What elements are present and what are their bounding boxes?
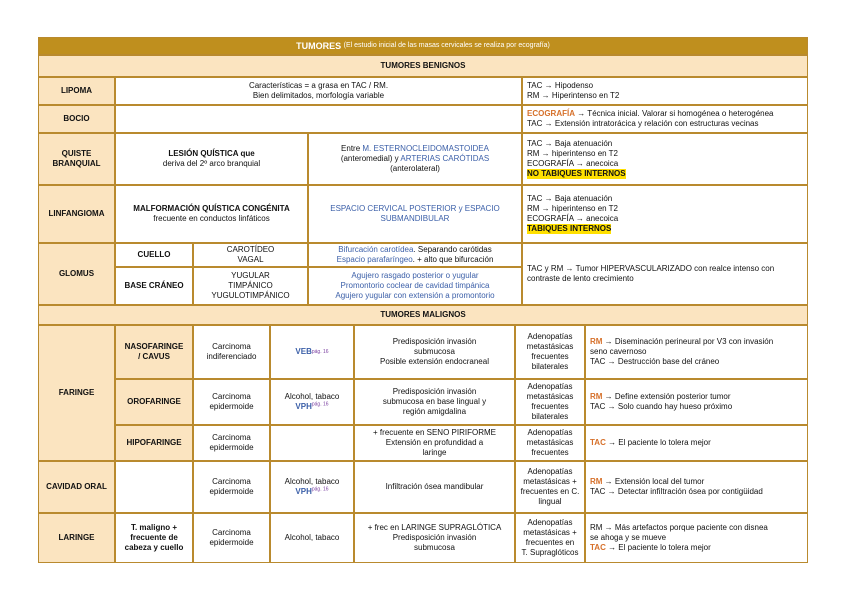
- nasofaringe-desc-1: Predisposición invasión: [392, 337, 477, 346]
- laringe-desc-1: + frec en LARINGE SUPRAGLÓTICA: [367, 523, 502, 532]
- quiste-desc-2: deriva del 2º arco branquial: [162, 159, 261, 168]
- nasofaringe-ad-4: bilaterales: [531, 362, 569, 371]
- hipofaringe-desc-1: + frecuente en SENO PIRIFORME: [373, 428, 496, 437]
- quiste-img-1: TAC → Baja atenuación: [527, 139, 613, 148]
- linfangioma-img-2: RM → hiperintenso en T2: [527, 204, 619, 213]
- oral-ad-2: metastásicas +: [523, 477, 577, 486]
- oral-risk-1: Alcohol, tabaco: [284, 477, 340, 486]
- orofaringe-ad-1: Adenopatías: [527, 382, 573, 391]
- orofaringe-desc-1: Predisposición invasión: [392, 387, 477, 396]
- hipofaringe-desc-3: laringe: [422, 448, 447, 457]
- hipofaringe-img-1: TAC → El paciente lo tolera mejor: [590, 438, 711, 447]
- laringe-img-1-cont: se ahoga y se mueve: [590, 533, 667, 542]
- bocio-img-1: ECOGRAFÍA → Técnica inicial. Valorar si homogénea o heterogénea: [527, 109, 774, 118]
- hipofaringe-desc-2: Extensión en profundidad a: [385, 438, 484, 447]
- glomus-loc-3: Agujero rasgado posterior o yugular: [351, 271, 479, 280]
- glomus-label: GLOMUS: [38, 243, 115, 305]
- linfangioma-img-3: ECOGRAFÍA → anecoica: [527, 214, 619, 223]
- malign-header: TUMORES MALIGNOS: [38, 305, 808, 325]
- orofaringe-desc-3: región amigdalina: [402, 407, 467, 416]
- laringe-ad-3: frecuentes en: [525, 538, 575, 547]
- nasofaringe-desc-2: submucosa: [414, 347, 455, 356]
- bocio-imaging: [522, 105, 808, 133]
- nasofaringe-ad-2: metastásicas: [526, 342, 574, 351]
- orofaringe-risk: [270, 379, 354, 425]
- orofaringe-risk-2-wrap: $VPH^{pág. 16}$: [295, 401, 329, 411]
- glomus-img-1: TAC y RM → Tumor HIPERVASCULARIZADO con realce intenso con: [527, 264, 775, 273]
- orofaringe-desc-2: submucosa en base lingual y: [382, 397, 487, 406]
- glomus-cuello: CUELLO: [115, 243, 193, 267]
- hipofaringe-ad-3: frecuentes: [531, 448, 569, 457]
- lipoma-label: LIPOMA: [38, 77, 115, 105]
- nasofaringe-adenopathy: [515, 325, 585, 379]
- nasofaringe-description: [354, 325, 515, 379]
- nasofaringe-ad-1: Adenopatías: [527, 332, 573, 341]
- lipoma-description: [115, 77, 522, 105]
- linfangioma-desc-2: frecuente en conductos linfáticos: [153, 214, 270, 223]
- linfangioma-loc-2: SUBMANDIBULAR: [380, 214, 450, 223]
- lipoma-img-1: TAC → Hipodenso: [527, 81, 594, 90]
- linfangioma-img-4: TABIQUES INTERNOS: [527, 224, 612, 233]
- hipofaringe-hist-1: Carcinoma: [212, 433, 251, 442]
- hipofaringe-histology: [193, 425, 270, 461]
- orofaringe-img-2: TAC → Solo cuando hay hueso próximo: [590, 402, 733, 411]
- title-main: TUMORES: [296, 41, 342, 51]
- oral-ad-4: lingual: [538, 497, 562, 506]
- nasofaringe-ad-3: frecuentes: [531, 352, 569, 361]
- bocio-img-2: TAC → Extensión intratorácica y relación con estructuras vecinas: [527, 119, 759, 128]
- oral-risk-2-wrap: $VPH^{pág. 16}$: [295, 486, 329, 496]
- laringe-adenopathy: [515, 513, 585, 563]
- hipofaringe-ad-2: metastásicas: [526, 438, 574, 447]
- oral-label: CAVIDAD ORAL: [38, 461, 115, 513]
- nasofaringe-img-1: RM → Diseminación perineural por V3 con invasión: [590, 337, 774, 346]
- laringe-ad-2: metastásicas +: [523, 528, 577, 537]
- laringe-desc-2: Predisposición invasión: [392, 533, 477, 542]
- glomus-cuello-types: [193, 243, 308, 267]
- quiste-desc-1: LESIÓN QUÍSTICA que: [168, 149, 255, 158]
- oral-risk: [270, 461, 354, 513]
- oral-imaging: [585, 461, 808, 513]
- nasofaringe-histology: [193, 325, 270, 379]
- glomus-base-location: [308, 267, 522, 305]
- benign-header: TUMORES BENIGNOS: [38, 55, 808, 77]
- glomus-loc-5: Agujero yugular con extensión a promontorio: [335, 291, 495, 300]
- hipofaringe-risk: [270, 425, 354, 461]
- quiste-label-1: QUISTE: [61, 149, 92, 158]
- laringe-desc-3: submucosa: [414, 543, 455, 552]
- quiste-loc-1: Entre M. ESTERNOCLEIDOMASTOIDEA: [341, 144, 489, 153]
- nasofaringe-img-2: TAC → Destrucción base del cráneo: [590, 357, 720, 366]
- hipofaringe-description: [354, 425, 515, 461]
- laringe-label: LARINGE: [38, 513, 115, 563]
- orofaringe-ad-3: frecuentes: [531, 402, 569, 411]
- quiste-img-4: NO TABIQUES INTERNOS: [527, 169, 626, 178]
- lipoma-desc-2: Bien delimitados, morfología variable: [252, 91, 385, 100]
- linfangioma-loc-1: ESPACIO CERVICAL POSTERIOR y ESPACIO: [330, 204, 500, 213]
- glomus-type-timpanico: TIMPÁNICO: [228, 281, 273, 290]
- oral-ad-1: Adenopatías: [527, 467, 573, 476]
- nasofaringe-desc-3: Posible extensión endocraneal: [380, 357, 489, 366]
- bocio-description: [115, 105, 522, 133]
- hipofaringe-imaging: [585, 425, 808, 461]
- oral-ad-3: frecuentes en C.: [520, 487, 580, 496]
- laringe-img-2: TAC → El paciente lo tolera mejor: [590, 543, 711, 552]
- laringe-img-1: RM → Más artefactos porque paciente con disnea: [590, 523, 768, 532]
- quiste-loc-3: (anterolateral): [390, 164, 440, 173]
- linfangioma-img-1: TAC → Baja atenuación: [527, 194, 613, 203]
- laringe-imaging: [585, 513, 808, 563]
- lipoma-imaging: [522, 77, 808, 105]
- quiste-label: [38, 133, 115, 185]
- oral-sub: [115, 461, 193, 513]
- glomus-type-yugulotimpanico: YUGULOTIMPÁNICO: [211, 291, 290, 300]
- oral-histology: [193, 461, 270, 513]
- nasofaringe-risk-veb: VEB: [295, 347, 312, 356]
- orofaringe-ad-2: metastásicas: [526, 392, 574, 401]
- hipofaringe-label: HIPOFARINGE: [115, 425, 193, 461]
- linfangioma-desc-1: MALFORMACIÓN QUÍSTICA CONGÉNITA: [133, 204, 290, 213]
- nasofaringe-hist-1: Carcinoma: [212, 342, 251, 351]
- title-note: (El estudio inicial de las masas cervicales se realiza por ecografía): [343, 42, 550, 49]
- laringe-hist-1: Carcinoma: [212, 528, 251, 537]
- laringe-description: [354, 513, 515, 563]
- orofaringe-imaging: [585, 379, 808, 425]
- nasofaringe-img-1-cont: seno cavernoso: [590, 347, 647, 356]
- oral-img-2: TAC → Detectar infiltración ósea por contigüidad: [590, 487, 763, 496]
- nasofaringe-label: [115, 325, 193, 379]
- oral-adenopathy: [515, 461, 585, 513]
- bocio-label: BOCIO: [38, 105, 115, 133]
- hipofaringe-hist-2: epidermoide: [209, 443, 254, 452]
- laringe-ad-1: Adenopatías: [527, 518, 573, 527]
- orofaringe-hist-1: Carcinoma: [212, 392, 251, 401]
- linfangioma-imaging: [522, 185, 808, 243]
- nasofaringe-risk: VEB pág. 16: [270, 325, 354, 379]
- hipofaringe-adenopathy: [515, 425, 585, 461]
- laringe-sub-3: cabeza y cuello: [124, 543, 184, 552]
- laringe-risk: Alcohol, tabaco: [270, 513, 354, 563]
- nasofaringe-label-2: / CAVUS: [138, 352, 170, 361]
- nasofaringe-hist-2: indiferenciado: [206, 352, 257, 361]
- glomus-type-yugular: YUGULAR: [231, 271, 270, 280]
- glomus-loc-2: Espacio parafaríngeo. + alto que bifurcación: [336, 255, 494, 264]
- laringe-sub-1: T. maligno +: [130, 523, 177, 532]
- page-title: [38, 37, 808, 55]
- laringe-ad-4: T. Supraglóticos: [521, 548, 579, 557]
- glomus-base-craneo: BASE CRÁNEO: [115, 267, 193, 305]
- orofaringe-description: [354, 379, 515, 425]
- linfangioma-label: LINFANGIOMA: [38, 185, 115, 243]
- quiste-imaging: [522, 133, 808, 185]
- orofaringe-hist-2: epidermoide: [209, 402, 254, 411]
- lipoma-img-2: RM → Hiperintenso en T2: [527, 91, 620, 100]
- quiste-location: [308, 133, 522, 185]
- orofaringe-histology: [193, 379, 270, 425]
- orofaringe-ad-4: bilaterales: [531, 412, 569, 421]
- oral-img-1: RM → Extensión local del tumor: [590, 477, 705, 486]
- quiste-loc-2: (anteromedial) y ARTERIAS CARÓTIDAS: [340, 154, 490, 163]
- linfangioma-location: [308, 185, 522, 243]
- nasofaringe-label-1: NASOFARINGE: [124, 342, 184, 351]
- lipoma-desc-1: Características = a grasa en TAC / RM.: [248, 81, 389, 90]
- glomus-loc-1: Bifurcación carotídea. Separando carótidas: [338, 245, 492, 254]
- laringe-sub: [115, 513, 193, 563]
- orofaringe-label: OROFARINGE: [115, 379, 193, 425]
- glomus-type-vagal: VAGAL: [237, 255, 264, 264]
- quiste-img-3: ECOGRAFÍA → anecoica: [527, 159, 619, 168]
- oral-hist-2: epidermoide: [209, 487, 254, 496]
- glomus-loc-4: Promontorio coclear de cavidad timpánica: [340, 281, 490, 290]
- faringe-label: FARINGE: [38, 325, 115, 461]
- glomus-type-carotideo: CAROTÍDEO: [226, 245, 275, 254]
- oral-hist-1: Carcinoma: [212, 477, 251, 486]
- linfangioma-description: [115, 185, 308, 243]
- nasofaringe-imaging: [585, 325, 808, 379]
- glomus-cuello-location: [308, 243, 522, 267]
- oral-description: Infiltración ósea mandibular: [354, 461, 515, 513]
- hipofaringe-ad-1: Adenopatías: [527, 428, 573, 437]
- quiste-description: [115, 133, 308, 185]
- quiste-img-2: RM → hiperintenso en T2: [527, 149, 619, 158]
- glomus-base-types: [193, 267, 308, 305]
- quiste-label-2: BRANQUIAL: [52, 159, 101, 168]
- orofaringe-adenopathy: [515, 379, 585, 425]
- orofaringe-risk-1: Alcohol, tabaco: [284, 392, 340, 401]
- glomus-imaging: [522, 243, 808, 305]
- laringe-sub-2: frecuente de: [130, 533, 178, 542]
- orofaringe-img-1: RM → Define extensión posterior tumor: [590, 392, 731, 401]
- glomus-img-2: contraste de lento crecimiento: [527, 274, 634, 283]
- laringe-histology: [193, 513, 270, 563]
- laringe-hist-2: epidermoide: [209, 538, 254, 547]
